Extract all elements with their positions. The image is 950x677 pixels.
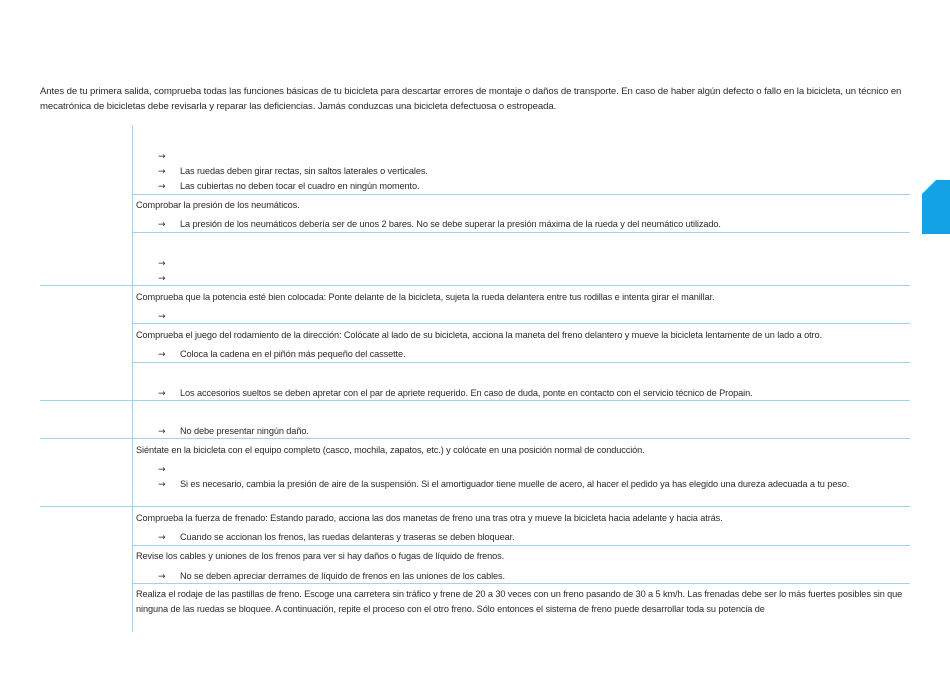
arrow-icon: → xyxy=(158,152,166,162)
row-divider xyxy=(40,438,910,439)
row-divider xyxy=(40,285,910,286)
arrow-icon: → xyxy=(158,572,166,582)
arrow-icon: → xyxy=(158,274,166,284)
list-item xyxy=(158,150,918,163)
arrow-icon: → xyxy=(158,465,166,475)
arrow-icon: → xyxy=(158,480,166,490)
list-item: → Coloca la cadena en el piñón más pequeño del cassette. xyxy=(158,349,406,360)
list-item: → Los accesorios sueltos se deben apretar con el par de apriete requerido. En caso de duda, ponte en contacto con el servicio técnico de Propain. xyxy=(158,388,753,399)
check-item: Revise los cables y uniones de los frenos para ver si hay daños o fugas de líquido de frenos. xyxy=(136,551,505,561)
check-item: Comprueba que la potencia esté bien colocada: Ponte delante de la bicicleta, sujeta la rueda delantera entre tus rodillas e intenta girar el manillar. xyxy=(136,292,715,302)
row-divider xyxy=(132,545,910,546)
list-item: → La presión de los neumáticos debería ser de unos 2 bares. No se debe superar la presión máxima de la rueda y del neumático utilizado. xyxy=(158,219,721,230)
list-item: → Las ruedas deben girar rectas, sin saltos laterales o verticales. xyxy=(158,166,428,177)
arrow-icon: → xyxy=(158,259,166,269)
arrow-icon: → xyxy=(158,182,166,192)
row-divider xyxy=(132,362,910,363)
row-divider xyxy=(40,400,910,401)
arrow-icon: → xyxy=(158,427,166,437)
row-divider xyxy=(40,506,910,507)
list-item xyxy=(158,272,918,285)
check-item: Realiza el rodaje de las pastillas de freno. Escoge una carretera sin tráfico y frene de 20 a 30 veces con un freno pasando de 30 a 5 km/h. Las frenadas debe ser lo más fuertes posibles sin que ninguna de las ruedas se bloquee. A continuación, repite el proceso con el otro freno. Sólo entonces el sistema de freno puede desarrollar toda su potencia de xyxy=(136,589,903,614)
list-item xyxy=(158,463,918,476)
arrow-icon: → xyxy=(158,350,166,360)
list-item xyxy=(158,257,918,270)
list-item xyxy=(158,310,918,323)
arrow-icon: → xyxy=(158,389,166,399)
arrow-icon: → xyxy=(158,220,166,230)
list-item: → Si es necesario, cambia la presión de aire de la suspensión. Si el amortiguador tiene muelle de acero, al hacer el pedido ya has elegido una dureza adecuada a tu peso. xyxy=(158,479,850,490)
check-item: Comprueba el juego del rodamiento de la dirección: Colócate al lado de su bicicleta, acciona la maneta del freno delantero y mueve la bicicleta lentamente de un lado a otro. xyxy=(136,330,822,340)
row-divider xyxy=(132,232,910,233)
check-item: Siéntate en la bicicleta con el equipo completo (casco, mochila, zapatos, etc.) y colócate en una posición normal de conducción. xyxy=(136,445,645,455)
check-item: Comprobar la presión de los neumáticos. xyxy=(136,200,300,210)
table-column-divider xyxy=(132,125,133,632)
list-item: → No debe presentar ningún daño. xyxy=(158,426,309,437)
arrow-icon: → xyxy=(158,533,166,543)
list-item: → Las cubiertas no deben tocar el cuadro en ningún momento. xyxy=(158,181,420,192)
arrow-icon: → xyxy=(158,312,166,322)
check-item: Comprueba la fuerza de frenado: Estando parado, acciona las dos manetas de freno una tras otra y mueve la bicicleta hacia adelante y hacia atrás. xyxy=(136,513,723,523)
list-item: → Cuando se accionan los frenos, las ruedas delanteras y traseras se deben bloquear. xyxy=(158,532,515,543)
intro-paragraph: Antes de tu primera salida, comprueba todas las funciones básicas de tu bicicleta para descartar errores de montaje o daños de transporte. En caso de haber algún defecto o fallo en la bicicleta, un técnico en mecatrónica de bicicletas debe revisarla y reparar las deficiencias. Jamás conduzcas una bicicleta defectuosa o estropeada. xyxy=(40,86,902,112)
chapter-tab xyxy=(922,180,950,234)
row-divider xyxy=(132,194,910,195)
arrow-icon: → xyxy=(158,167,166,177)
list-item: → No se deben apreciar derrames de líquido de frenos en las uniones de los cables. xyxy=(158,571,505,582)
row-divider xyxy=(132,323,910,324)
row-divider xyxy=(132,583,910,584)
